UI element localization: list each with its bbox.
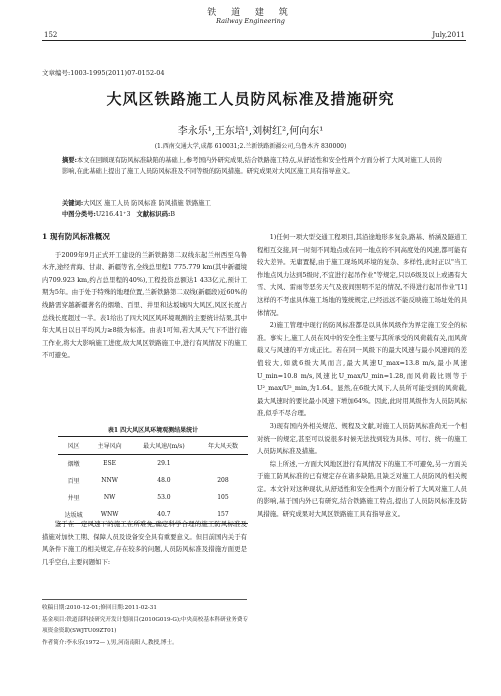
- left-column-bottom: [42, 518, 247, 568]
- table-cell: 烟墩: [67, 461, 80, 468]
- affiliation: (1.西南交通大学,成都 610031;2.兰新铁路新疆公司,乌鲁木齐 830000): [154, 143, 347, 150]
- table-cell: 105: [217, 494, 229, 501]
- clc-label: 中图分类号:: [62, 211, 96, 218]
- table-header-row: [58, 437, 248, 455]
- table-cell: 井里: [67, 495, 80, 502]
- paper-title: 大风区铁路施工人员防风标准及措施研究: [106, 90, 395, 108]
- footnote-received: 收稿日期:2010-12-01;修回日期:2011-02-31: [42, 605, 157, 611]
- right-paragraph-4: 综上所述,一方面大风地区进行有风情况下的施工不可避免,另一方面关于施工防风标准的已有规定存在诸多缺陷,且缺乏对施工人员防风的相关规定。本文针对这种现状,从舒适性和安全性两个方面分析了大风对施工人员的影响,基于国内外已有研究,结合铁路施工特点,提出了人员防风标准及防风措施。研究成果对大风区铁路施工具有指导意义。: [257, 459, 467, 519]
- section-paragraph-2: 鉴于在一定风速下的施工在所难免,确定科学合理的施工防风标准及措施对加快工期、保障人员及设备安全具有重要意义。但目前国内关于有风条件下施工的相关规定,存在较多的问题,人员防风标准及措施方面更是几乎空白,主要问题如下:: [42, 520, 247, 566]
- issue-date: July,2011: [432, 31, 465, 39]
- wind-table: [58, 436, 248, 524]
- abstract: [62, 155, 448, 177]
- classification: [62, 209, 175, 218]
- table-cell: NW: [103, 494, 116, 501]
- section-paragraph-1: 于2009年9月正式开工建设的兰新铁路第二双线东起兰州西至乌鲁木齐,途经青海、甘肃、新疆等省,全线总里程1 775.779 km(其中新疆境内709.923 km,约占总里程的40%),工程投资总额达1 433亿元,预计工期为5年。由于处于特殊的地理位置,兰新铁路第二双线(新疆段)近60%的线路需穿越新疆著名的烟墩、百里、井里和达坂城四大风区,风区长度占总线长度超过一半。表1给出了四大风区风环境观测的主要统计结果,其中年大风日以日平均风力≥8级为标准。由表1可知,若大风天气下不进行施工作业,将大大影响施工进度,故大风区铁路施工中,进行有风情况下的施工不可避免。: [42, 250, 247, 360]
- article-id: 文章编号:1003-1995(2011)07-0152-04: [42, 69, 165, 77]
- abstract-text: 本文在回顾现有防风标准缺陷的基础上,参考国内外研究成果,结合铁路施工特点,从舒适性和安全性两个方面分析了大风对施工人员的影响,在此基础上提出了施工人员防风标准及不同等级的防风措施。研究成果对大风区施工具有指导意义。: [62, 157, 442, 175]
- authors: 李永乐¹,王东培¹,刘树红²,何向东¹: [177, 126, 324, 137]
- journal-name-en: Railway Engineering: [216, 17, 285, 25]
- right-paragraph-3: 3)现有国内外相关规范、规程及文献,对施工人员防风标准尚无一个相对统一的规定,甚至可以说很多时候无法找到较为具体、可行、统一的施工人员防风标准及措施。: [257, 421, 467, 456]
- keywords: [62, 198, 211, 207]
- keywords-text: 大风区 施工人员 防风标准 防风措施 铁路施工: [83, 200, 211, 207]
- right-column: [257, 231, 467, 521]
- table-row: [58, 489, 248, 506]
- right-paragraph-2: 2)施工管理中现行的防风标准都是以具体风级作为界定施工安全的标准。事实上,施工人员在风中的安全性主要与其所承受的风荷载有关,而风荷载又与风速的平方成正比。若在同一风级下的最大风速与最小风速间的差值较大,如就6级大风而言,最大风速U_max=13.8 m/s,最小风速U_min=10.8 m/s,风速比U_max/U_min=1.28,而风荷载比则等于U²_max/U²_min,为1.64。显然,在6级大风下,人员所可能受到的风荷载,最大风速时的要比最小风速下增加64%。因此,此时用风级作为人员防风标准,似乎不尽合理。: [257, 321, 467, 418]
- table-cell: 29.1: [157, 460, 171, 467]
- clc-value: U216.41⁺3: [95, 211, 131, 218]
- table-caption: 表1 四大风区风环境观测结果统计: [107, 427, 199, 434]
- footnote-fund: 基金项目:铁道部科技研究开发计划项目(2010G019-G);中央高校基本科研业务费专项资金资助(SWJTU09ZT01): [42, 617, 249, 634]
- table-cell: ESE: [103, 460, 117, 467]
- abstract-label: 摘要:: [62, 157, 77, 164]
- section-heading: 1 现有防风标准概况: [42, 232, 110, 241]
- doc-code-value: B: [170, 211, 175, 218]
- table-row: [58, 455, 248, 473]
- table-cell: 百里: [67, 478, 80, 485]
- footnote-author: 作者简介:李永乐(1972— ),男,河南南阳人,教授,博士。: [42, 640, 178, 646]
- table-header-cell: 风区: [58, 437, 89, 455]
- right-paragraph-1: 1)任何一项大型交通工程项目,其沿途地形多复杂,路基、桥涵及隧道工程相互交接,同一时刻不同地点或在同一地点的不同高度处的风速,都可能有较大差异。无庸置疑,由于施工现场风环境的复杂、多样性,此时正以"当工作地点风力达到5级时,不宜进行起吊作业"等规定,只以6级及以上或遇有大雪、大风、雷雨等恶劣天气及夜间照明不足的情况,不得进行起吊作业"[1]这样的不考虑具体施工场地的笼统规定,已经远远不能反映施工场址处的具体情况。: [257, 233, 467, 317]
- table-cell: NNW: [101, 477, 118, 484]
- table-cell: 48.0: [157, 477, 171, 484]
- footnote-rule: [42, 599, 247, 600]
- table-cell: [198, 455, 248, 473]
- left-column-top: [42, 231, 247, 362]
- journal-name: 铁 道 建 筑: [207, 8, 294, 18]
- doc-code-label: 文献标识码:: [136, 211, 171, 218]
- table-header-cell: 主导风向: [89, 437, 130, 455]
- keywords-label: 关键词:: [62, 200, 84, 207]
- table-cell: 208: [217, 477, 229, 484]
- journal-header: [0, 0, 501, 40]
- table-cell: 157: [198, 506, 248, 524]
- table-cell: 40.7: [130, 506, 198, 524]
- table-row: [58, 472, 248, 489]
- table-cell: 53.0: [157, 494, 171, 501]
- table-header-cell: 年大风天数: [198, 437, 248, 455]
- page-number: 152: [44, 31, 58, 39]
- table-cell: 达坂城: [58, 506, 89, 524]
- table-header-cell: 最大风速/(m/s): [130, 437, 198, 455]
- table-cell: WNW: [89, 506, 130, 524]
- header-rule: [42, 40, 466, 41]
